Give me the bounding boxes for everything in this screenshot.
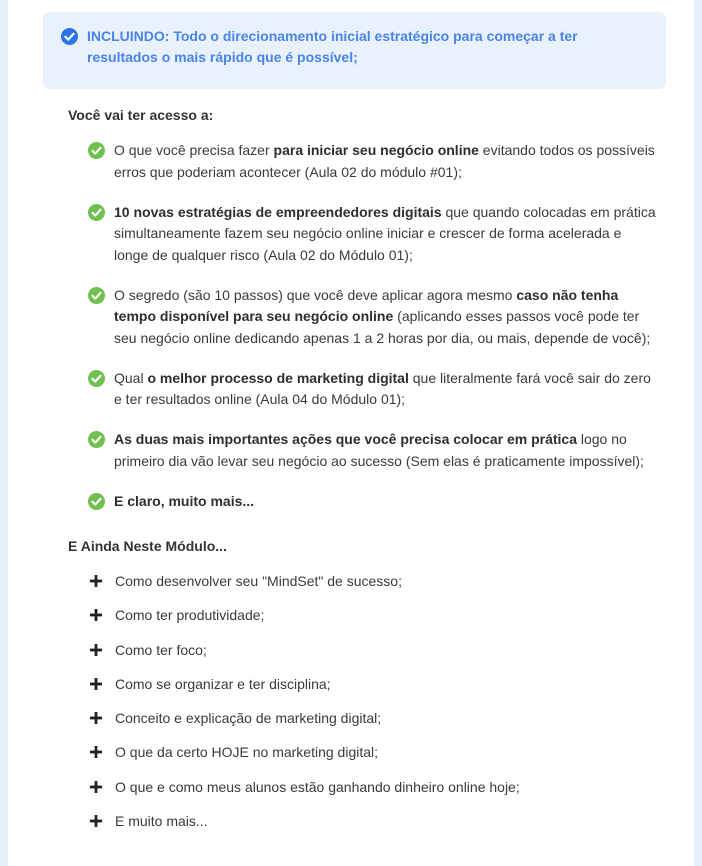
module-item-text: Conceito e explicação de marketing digital; [115, 710, 382, 727]
access-item-text [114, 370, 651, 408]
check-circle-icon [61, 28, 78, 45]
access-item-text-bold: 10 novas estratégias de empreendedores digitais [114, 203, 442, 220]
access-item-text [114, 204, 656, 263]
plus-icon [90, 678, 102, 690]
check-circle-icon [88, 204, 105, 221]
access-item-text-before: O segredo (são 10 passos) que você deve aplicar agora mesmo [114, 286, 517, 303]
module-item-text: Como desenvolver seu "MindSet" de sucesso; [115, 573, 402, 589]
module-item-text: E muito mais... [115, 813, 208, 830]
check-circle-icon [88, 287, 105, 304]
access-item [88, 285, 658, 350]
access-item-text-after: que quando colocadas em prática simultaneamente fazem seu negócio online iniciar e crescer de forma acelerada e longe de qualquer risco (Aula 02 do Módulo 01); [114, 203, 656, 263]
access-item [88, 491, 658, 513]
plus-icon [90, 746, 102, 758]
plus-icon [90, 781, 102, 793]
access-item-text-after: evitando todos os possíveis erros que poderiam acontecer (Aula 02 do módulo #01); [114, 142, 655, 180]
module-item [90, 811, 520, 831]
access-item-text-bold: para iniciar seu negócio online [273, 142, 479, 158]
access-heading: Você vai ter acesso a: [68, 107, 214, 123]
access-item-text [114, 142, 655, 180]
access-item-text-after: (aplicando esses passos você pode ter seu negócio online dedicando apenas 1 a 2 horas por dia, ou mais, depende de você); [114, 308, 651, 346]
access-item-text-bold: E claro, muito mais... [114, 492, 255, 509]
module-item [90, 674, 520, 694]
module-item [90, 571, 520, 591]
module-list [90, 571, 520, 831]
module-item-text: Como ter foco; [115, 641, 207, 658]
module-item [90, 742, 520, 762]
access-item [88, 368, 658, 411]
check-circle-icon [88, 370, 105, 387]
access-item-text-bold: caso não tenha tempo disponível para seu negócio online [114, 286, 619, 324]
module-item-text: Como ter produtividade; [115, 607, 265, 624]
included-body: Todo o direcionamento inicial estratégico para começar a ter resultados o mais rápido que é possível; [87, 28, 578, 65]
access-item [88, 202, 658, 267]
access-item [88, 140, 658, 183]
check-circle-icon [88, 493, 105, 510]
access-item-text-before: O que você precisa fazer [114, 142, 274, 158]
plus-icon [90, 575, 102, 587]
access-item-text-before: Qual [114, 369, 148, 386]
access-item-text-bold: As duas mais importantes ações que você precisa colocar em prática [114, 431, 577, 447]
included-callout [43, 12, 666, 89]
access-item [88, 429, 658, 472]
access-list [88, 140, 658, 512]
check-circle-icon [88, 431, 105, 448]
module-item [90, 605, 520, 625]
access-item-text-after: logo no primeiro dia vão levar seu negócio ao sucesso (Sem elas é praticamente impossível); [114, 431, 644, 469]
module-item-text: O que e como meus alunos estão ganhando dinheiro online hoje; [115, 778, 520, 795]
plus-icon [90, 815, 102, 827]
plus-icon [90, 644, 102, 656]
access-item-text [114, 493, 254, 509]
module-heading: E Ainda Neste Módulo... [68, 538, 227, 554]
module-item [90, 708, 520, 728]
module-item [90, 640, 520, 660]
included-lead: INCLUINDO: [87, 28, 170, 44]
access-item-text [114, 287, 650, 346]
plus-icon [90, 609, 102, 621]
module-item-text: Como se organizar e ter disciplina; [115, 675, 331, 692]
included-text [87, 26, 652, 68]
access-item-text-after: que literalmente fará você sair do zero e ter resultados online (Aula 04 do Módulo 01); [114, 369, 651, 407]
module-item [90, 777, 520, 797]
plus-icon [90, 712, 102, 724]
module-item-text: O que da certo HOJE no marketing digital; [115, 744, 379, 761]
check-circle-icon [88, 142, 105, 159]
access-item-text [114, 431, 644, 469]
access-item-text-bold: o melhor processo de marketing digital [147, 369, 409, 386]
content-card [8, 0, 694, 866]
